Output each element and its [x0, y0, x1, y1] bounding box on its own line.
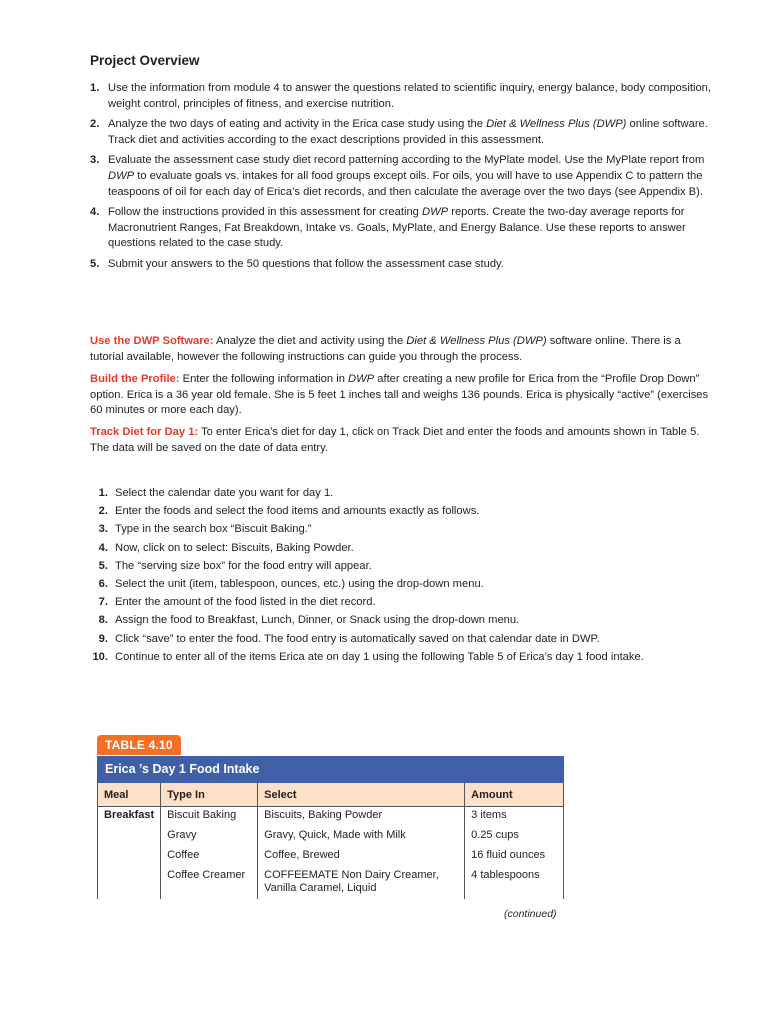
software-paragraph: [90, 334, 715, 365]
paragraph-text: Analyze the diet and activity using the: [213, 335, 407, 347]
paragraph-emphasis: Diet & Wellness Plus (DWP): [406, 335, 547, 347]
list-item: [90, 81, 715, 112]
paragraph-text: To enter Erica’s diet for day 1, click on Track Diet and enter the foods and amounts shown in Table 5. The data will be saved on the date of data entry.: [90, 426, 700, 454]
table-header-row: [98, 783, 564, 807]
paragraph-emphasis: DWP: [348, 373, 375, 385]
item-text: reports. Create the two-day average reports for Macronutrient Ranges, Fat Breakdown, Intake vs. Goals, MyPlate, and Energy Balance. Use these reports to answer questions related to the case study.: [108, 206, 686, 250]
item-number: 5.: [90, 257, 100, 270]
step-item: [90, 486, 715, 502]
step-item: [90, 522, 715, 538]
step-item: [90, 650, 715, 666]
select-value: Gravy, Quick, Made with Milk: [264, 829, 406, 841]
select-value: Biscuits, Baking Powder: [264, 809, 383, 821]
item-text: online software. Track diet and activities according to the exact descriptions provided in this assessment.: [108, 118, 708, 146]
step-text: Enter the amount of the food listed in the diet record.: [115, 596, 376, 609]
table-tag: TABLE 4.10: [97, 735, 181, 755]
step-text: Assign the food to Breakfast, Lunch, Dinner, or Snack using the drop-down menu.: [115, 614, 520, 627]
step-number: 1.: [98, 487, 108, 499]
select-value: Coffee, Brewed: [264, 849, 340, 861]
step-number: 7.: [98, 596, 108, 609]
select-cell: [258, 807, 465, 900]
select-value: COFFEEMATE Non Dairy Creamer, Vanilla Caramel, Liquid: [264, 869, 439, 894]
step-text: The “serving size box” for the food entry will appear.: [115, 559, 372, 572]
step-number: 5.: [98, 559, 108, 572]
item-text: Follow the instructions provided in this assessment for creating: [108, 206, 423, 219]
step-text: Select the calendar date you want for day 1.: [115, 487, 334, 499]
column-header-amount: Amount: [465, 783, 564, 807]
profile-paragraph: [90, 372, 715, 419]
item-number: 2.: [90, 118, 100, 131]
amount-cell: [465, 807, 564, 900]
software-label: Use the DWP Software:: [90, 335, 214, 347]
item-emphasis: Diet & Wellness Plus (DWP): [486, 118, 627, 131]
column-header-select: Select: [258, 783, 465, 807]
step-text: Type in the search box “Biscuit Baking.”: [115, 523, 312, 536]
type-in-value: Gravy: [167, 829, 197, 841]
step-number: 6.: [98, 577, 108, 590]
profile-label: Build the Profile:: [90, 373, 180, 385]
step-item: [90, 632, 715, 648]
step-text: Continue to enter all of the items Erica ate on day 1 using the following Table 5 of Erica’s day 1 food intake.: [115, 650, 644, 663]
food-intake-table: [97, 783, 564, 899]
list-item: [90, 205, 715, 252]
step-number: 10.: [92, 650, 108, 663]
overview-list: [90, 81, 715, 278]
item-number: 3.: [90, 154, 100, 167]
item-emphasis: DWP: [422, 206, 449, 219]
amount-value: 16 fluid ounces: [471, 849, 546, 861]
step-item: [90, 504, 715, 520]
step-item: [90, 613, 715, 629]
amount-value: 4 tablespoons: [471, 869, 540, 881]
list-item: [90, 153, 715, 200]
steps-list: [90, 486, 715, 668]
step-number: 2.: [98, 505, 108, 518]
type-in-cell: [161, 807, 258, 900]
step-number: 3.: [98, 523, 108, 536]
item-text: Submit your answers to the 50 questions that follow the assessment case study.: [108, 257, 504, 270]
step-number: 9.: [98, 632, 108, 645]
step-item: [90, 595, 715, 611]
item-text: Evaluate the assessment case study diet record patterning according to the MyPlate model. Use the MyPlate report from: [108, 154, 705, 167]
item-number: 1.: [90, 82, 100, 94]
item-emphasis: DWP: [108, 169, 135, 182]
meal-cell: Breakfast: [98, 807, 161, 900]
list-item: [90, 257, 715, 273]
table-row: [98, 807, 564, 900]
step-number: 8.: [98, 614, 108, 627]
step-text: Select the unit (item, tablespoon, ounces, etc.) using the drop-down menu.: [115, 577, 484, 590]
paragraph-text: software online. There is a tutorial available, however the following instructions can guide you through the process.: [90, 335, 681, 363]
item-text: Analyze the two days of eating and activity in the Erica case study using the: [108, 118, 487, 131]
type-in-value: Coffee: [167, 849, 200, 861]
step-text: Enter the foods and select the food items and amounts exactly as follows.: [115, 505, 480, 518]
step-text: Now, click on to select: Biscuits, Baking Powder.: [115, 541, 354, 554]
track-label: Track Diet for Day 1:: [90, 426, 199, 438]
item-text: to evaluate goals vs. intakes for all food groups except oils. For oils, you will have to use Appendix C to pattern the teaspoons of oil for each day of Erica’s diet records, and then calculate the average over the two days (see Appendix B).: [108, 169, 703, 198]
paragraph-text: after creating a new profile for Erica from the “Profile Drop Down” option. Erica is a 36 year old female. She is 5 feet 1 inches tall and weighs 136 pounds. Erica is physically “active” (exercises 60 minutes or more each day).: [90, 373, 709, 417]
type-in-value: Coffee Creamer: [167, 869, 246, 881]
section-title: Project Overview: [90, 53, 200, 68]
step-item: [90, 577, 715, 593]
continued-note: (continued): [504, 908, 557, 920]
type-in-value: Biscuit Baking: [167, 809, 237, 821]
list-item: [90, 117, 715, 148]
item-number: 4.: [90, 206, 100, 219]
paragraph-text: Enter the following information in: [179, 373, 349, 385]
column-header-type-in: Type In: [161, 783, 258, 807]
table-title: Erica ’s Day 1 Food Intake: [97, 756, 564, 783]
amount-value: 3 items: [471, 809, 507, 821]
column-header-meal: Meal: [98, 783, 161, 807]
amount-value: 0.25 cups: [471, 829, 519, 841]
item-text: Use the information from module 4 to answer the questions related to scientific inquiry, energy balance, body composition, weight control, principles of fitness, and exercise nutrition.: [108, 82, 711, 110]
track-paragraph: [90, 425, 715, 456]
step-item: [90, 559, 715, 575]
step-number: 4.: [98, 541, 108, 554]
step-text: Click “save” to enter the food. The food entry is automatically saved on that calendar date in DWP.: [115, 632, 600, 645]
step-item: [90, 541, 715, 557]
